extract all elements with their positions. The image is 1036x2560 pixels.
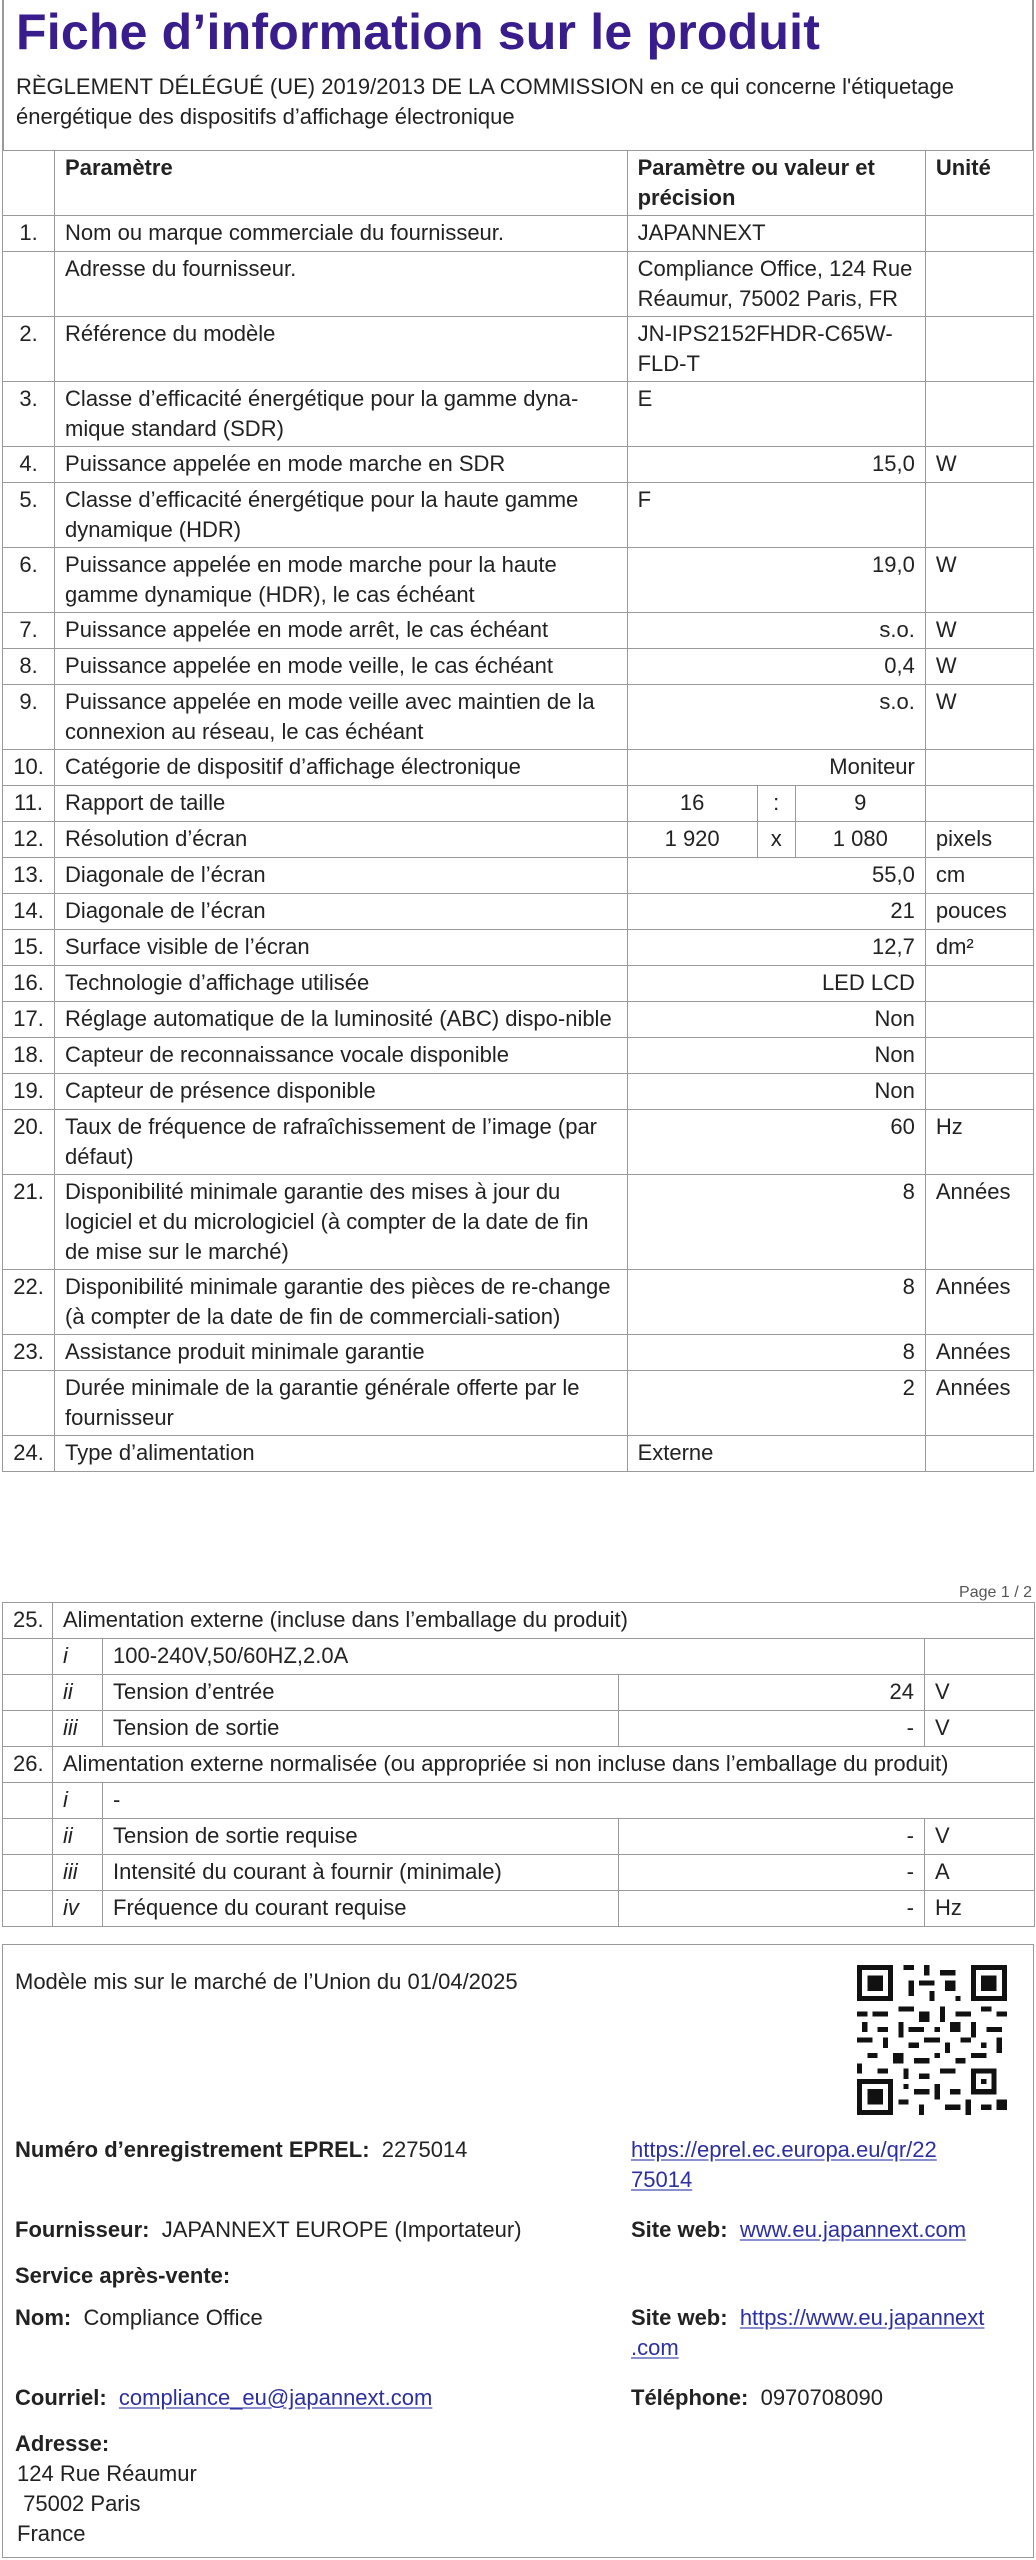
table-row [3, 1270, 1034, 1335]
row-label: Capteur de présence disponible [55, 1074, 628, 1110]
qr-code-icon[interactable] [857, 1965, 1007, 2115]
row-unit: Années [925, 1270, 1033, 1335]
row-value: 2 [627, 1371, 925, 1436]
row-value: - [619, 1711, 925, 1747]
row-number: 22. [3, 1270, 55, 1335]
table-row [3, 382, 1034, 447]
after-sales-heading: Service après-vente: [15, 2263, 231, 2288]
row-label: Type d’alimentation [55, 1436, 628, 1472]
table-row [3, 858, 1034, 894]
row-number: 26. [3, 1747, 53, 1783]
row-label: Technologie d’affichage utilisée [55, 966, 628, 1002]
row-number: 10. [3, 750, 55, 786]
table-row [3, 786, 1034, 822]
eprel-link-line1[interactable]: https://eprel.ec.europa.eu/qr/22 [631, 2137, 937, 2162]
supplier-value: JAPANNEXT EUROPE (Importateur) [161, 2217, 522, 2242]
row-number: 6. [3, 548, 55, 613]
row-value: 60 [627, 1110, 925, 1175]
sub-index: ii [53, 1819, 103, 1855]
row-number: 3. [3, 382, 55, 447]
table-row [3, 966, 1034, 1002]
row-value: - [619, 1855, 925, 1891]
row-number: 15. [3, 930, 55, 966]
table-row [3, 1639, 1035, 1675]
row-value: 0,4 [627, 649, 925, 685]
row-unit: W [925, 613, 1033, 649]
row-unit: Années [925, 1175, 1033, 1270]
phone-label: Téléphone: [631, 2385, 749, 2410]
row-label: Classe d’efficacité énergétique pour la haute gamme dynamique (HDR) [55, 483, 628, 548]
table-row [3, 1855, 1035, 1891]
row-number: 2. [3, 317, 55, 382]
row-unit [925, 252, 1033, 317]
row-number: 17. [3, 1002, 55, 1038]
row-unit: V [925, 1819, 1035, 1855]
empty-cell [3, 1819, 53, 1855]
row-unit: A [925, 1855, 1035, 1891]
row-value: Compliance Office, 124 Rue Réaumur, 75002 Paris, FR [627, 252, 925, 317]
email-link[interactable]: compliance_eu@japannext.com [118, 2385, 433, 2410]
row-value: 15,0 [627, 447, 925, 483]
row-value: 8 [627, 1335, 925, 1371]
row-label: Intensité du courant à fournir (minimale) [103, 1855, 619, 1891]
website-link[interactable]: www.eu.japannext.com [739, 2217, 967, 2242]
sub-index: iv [53, 1891, 103, 1927]
empty-cell [3, 1675, 53, 1711]
address-label: Adresse: [15, 2431, 110, 2456]
row-number: 21. [3, 1175, 55, 1270]
row-label: - [103, 1783, 1035, 1819]
empty-cell [3, 1855, 53, 1891]
row-unit: cm [925, 858, 1033, 894]
row-label: Tension de sortie [103, 1711, 619, 1747]
empty-cell [3, 1891, 53, 1927]
eprel-label: Numéro d’enregistrement EPREL: [15, 2137, 370, 2162]
row-number: 23. [3, 1335, 55, 1371]
row-unit: W [925, 447, 1033, 483]
row-value: - [619, 1891, 925, 1927]
name-value: Compliance Office [83, 2305, 263, 2330]
row-number: 1. [3, 216, 55, 252]
row-label: Rapport de taille [55, 786, 628, 822]
row-number: 4. [3, 447, 55, 483]
col-parameter-header: Paramètre [55, 151, 628, 216]
row-label: Résolution d’écran [55, 822, 628, 858]
address-line-3: France [17, 2521, 86, 2546]
regulation-subtitle: RÈGLEMENT DÉLÉGUÉ (UE) 2019/2013 DE LA COMMISSION en ce qui concerne l'étiquetage énergétique des dispositifs d’affichage électronique [16, 74, 954, 129]
service-website-link-line1[interactable]: https://www.eu.japannext [739, 2305, 985, 2330]
eprel-number: 2275014 [381, 2137, 468, 2162]
row-unit [925, 216, 1033, 252]
table-row [3, 685, 1034, 750]
row-number: 7. [3, 613, 55, 649]
row-value-part-2: 9 [795, 786, 925, 822]
row-value: 21 [627, 894, 925, 930]
table-row [3, 1819, 1035, 1855]
row-value: Non [627, 1038, 925, 1074]
row-number: 14. [3, 894, 55, 930]
empty-cell [3, 1783, 53, 1819]
row-unit [925, 1436, 1033, 1472]
row-number [3, 1371, 55, 1436]
row-label: Tension de sortie requise [103, 1819, 619, 1855]
address-line-1: 124 Rue Réaumur [17, 2461, 197, 2486]
row-value: Externe [627, 1436, 925, 1472]
sub-index: i [53, 1783, 103, 1819]
row-value: 19,0 [627, 548, 925, 613]
row-label: Puissance appelée en mode marche pour la haute gamme dynamique (HDR), le cas échéant [55, 548, 628, 613]
row-label: Capteur de reconnaissance vocale disponible [55, 1038, 628, 1074]
col-value-header: Paramètre ou valeur et précision [627, 151, 925, 216]
row-number: 19. [3, 1074, 55, 1110]
table-row [3, 1371, 1034, 1436]
registration-info-box [2, 1944, 1034, 2558]
row-label: Surface visible de l’écran [55, 930, 628, 966]
row-value: Moniteur [627, 750, 925, 786]
sub-index: iii [53, 1855, 103, 1891]
row-unit [925, 966, 1033, 1002]
page-number: Page 1 / 2 [959, 1584, 1032, 1601]
row-unit: Années [925, 1335, 1033, 1371]
parameters-table-body [3, 216, 1034, 1472]
website-label: Site web: [631, 2305, 728, 2330]
row-unit [925, 483, 1033, 548]
row-number: 13. [3, 858, 55, 894]
eprel-link-line2[interactable]: 75014 [631, 2167, 693, 2192]
row-unit [925, 1002, 1033, 1038]
row-number: 18. [3, 1038, 55, 1074]
table-header-row [3, 151, 1034, 216]
table-row [3, 1335, 1034, 1371]
table-row [3, 1711, 1035, 1747]
row-number: 20. [3, 1110, 55, 1175]
eprel-link[interactable] [631, 2135, 1021, 2195]
row-number: 5. [3, 483, 55, 548]
row-label: Puissance appelée en mode veille, le cas échéant [55, 649, 628, 685]
row-value-separator: : [757, 786, 795, 822]
sub-index: ii [53, 1675, 103, 1711]
supplier-label: Fournisseur: [15, 2217, 150, 2242]
row-label: Référence du modèle [55, 317, 628, 382]
row-label: Catégorie de dispositif d’affichage électronique [55, 750, 628, 786]
row-label: 100-240V,50/60HZ,2.0A [103, 1639, 925, 1675]
row-number: 12. [3, 822, 55, 858]
table-row [3, 483, 1034, 548]
col-number-header [3, 151, 55, 216]
supplier-website [631, 2215, 966, 2245]
row-number: 25. [3, 1603, 53, 1639]
row-value: s.o. [627, 613, 925, 649]
col-unit-header: Unité [925, 151, 1033, 216]
table-row [3, 548, 1034, 613]
row-value: 8 [627, 1175, 925, 1270]
row-value: E [627, 382, 925, 447]
contact-phone [631, 2383, 883, 2413]
row-label: Durée minimale de la garantie générale offerte par le fournisseur [55, 1371, 628, 1436]
row-unit: Hz [925, 1891, 1035, 1927]
row-label: Puissance appelée en mode veille avec maintien de la connexion au réseau, le cas échéant [55, 685, 628, 750]
table-row [3, 1891, 1035, 1927]
row-value: 12,7 [627, 930, 925, 966]
table-row [3, 1603, 1035, 1639]
row-label: Puissance appelée en mode marche en SDR [55, 447, 628, 483]
row-label: Réglage automatique de la luminosité (ABC) dispo-nible [55, 1002, 628, 1038]
row-unit: dm² [925, 930, 1033, 966]
row-value-part-1: 1 920 [627, 822, 757, 858]
power-supply-table [2, 1602, 1035, 1927]
row-label: Fréquence du courant requise [103, 1891, 619, 1927]
row-number [3, 252, 55, 317]
name-label: Nom: [15, 2305, 72, 2330]
row-unit [925, 786, 1033, 822]
row-label: Taux de fréquence de rafraîchissement de l’image (par défaut) [55, 1110, 628, 1175]
row-label: Diagonale de l’écran [55, 894, 628, 930]
market-date: Modèle mis sur le marché de l’Union du 01/04/2025 [15, 1969, 518, 1994]
row-number: 16. [3, 966, 55, 1002]
table-row [3, 822, 1034, 858]
row-value-separator: x [757, 822, 795, 858]
row-unit [925, 382, 1033, 447]
row-value: JN-IPS2152FHDR-C65W-FLD-T [627, 317, 925, 382]
row-unit [925, 1074, 1033, 1110]
row-value: s.o. [627, 685, 925, 750]
row-value: F [627, 483, 925, 548]
row-value: - [619, 1819, 925, 1855]
row-value: Non [627, 1074, 925, 1110]
row-value-part-1: 16 [627, 786, 757, 822]
row-number: 11. [3, 786, 55, 822]
table-row [3, 1002, 1034, 1038]
address-line-2: 75002 Paris [17, 2491, 141, 2516]
row-label: Assistance produit minimale garantie [55, 1335, 628, 1371]
table-row [3, 1110, 1034, 1175]
email-label: Courriel: [15, 2385, 107, 2410]
row-label: Alimentation externe (incluse dans l’emballage du produit) [53, 1603, 1035, 1639]
row-number: 9. [3, 685, 55, 750]
phone-value: 0970708090 [760, 2385, 883, 2410]
table-row [3, 649, 1034, 685]
row-number: 24. [3, 1436, 55, 1472]
empty-cell [3, 1711, 53, 1747]
row-value-part-2: 1 080 [795, 822, 925, 858]
page-title: Fiche d’information sur le produit [16, 4, 821, 60]
row-label: Classe d’efficacité énergétique pour la gamme dyna-mique standard (SDR) [55, 382, 628, 447]
row-label: Alimentation externe normalisée (ou appropriée si non incluse dans l’emballage du produit) [53, 1747, 1035, 1783]
row-unit [925, 750, 1033, 786]
row-unit [925, 1038, 1033, 1074]
row-unit: Hz [925, 1110, 1033, 1175]
supplier [15, 2215, 522, 2245]
row-label: Disponibilité minimale garantie des pièces de re-change (à compter de la date de fin de commerciali-sation) [55, 1270, 628, 1335]
table-row [3, 894, 1034, 930]
row-label: Adresse du fournisseur. [55, 252, 628, 317]
table-row [3, 216, 1034, 252]
table-row [3, 1675, 1035, 1711]
table-row [3, 1074, 1034, 1110]
empty-cell [925, 1639, 1035, 1675]
table-row [3, 750, 1034, 786]
contact-email [15, 2383, 432, 2413]
row-label: Nom ou marque commerciale du fournisseur. [55, 216, 628, 252]
row-number: 8. [3, 649, 55, 685]
parameters-table [2, 150, 1034, 1472]
eprel-registration [15, 2135, 467, 2165]
row-unit: Années [925, 1371, 1033, 1436]
empty-cell [3, 1639, 53, 1675]
sub-index: i [53, 1639, 103, 1675]
table-row [3, 317, 1034, 382]
table-row [3, 1436, 1034, 1472]
row-value: 8 [627, 1270, 925, 1335]
website-label: Site web: [631, 2217, 728, 2242]
row-label: Disponibilité minimale garantie des mises à jour du logiciel et du micrologiciel (à compter de la date de fin de mise sur le marché) [55, 1175, 628, 1270]
row-value: 55,0 [627, 858, 925, 894]
table-row [3, 1175, 1034, 1270]
sub-index: iii [53, 1711, 103, 1747]
service-website-link-line2[interactable]: .com [631, 2335, 679, 2360]
row-value: Non [627, 1002, 925, 1038]
table-row [3, 1038, 1034, 1074]
row-value: LED LCD [627, 966, 925, 1002]
table-row [3, 1747, 1035, 1783]
row-label: Puissance appelée en mode arrêt, le cas échéant [55, 613, 628, 649]
table-row [3, 447, 1034, 483]
contact-name [15, 2303, 263, 2333]
table-row [3, 252, 1034, 317]
service-website [631, 2303, 1031, 2363]
row-label: Diagonale de l’écran [55, 858, 628, 894]
row-value: 24 [619, 1675, 925, 1711]
row-unit: W [925, 685, 1033, 750]
table-row [3, 613, 1034, 649]
row-unit: pouces [925, 894, 1033, 930]
row-unit: V [925, 1675, 1035, 1711]
row-unit: pixels [925, 822, 1033, 858]
row-unit: W [925, 649, 1033, 685]
row-unit [925, 317, 1033, 382]
row-unit: W [925, 548, 1033, 613]
table-row [3, 930, 1034, 966]
table-row [3, 1783, 1035, 1819]
row-value: JAPANNEXT [627, 216, 925, 252]
row-unit: V [925, 1711, 1035, 1747]
row-label: Tension d’entrée [103, 1675, 619, 1711]
